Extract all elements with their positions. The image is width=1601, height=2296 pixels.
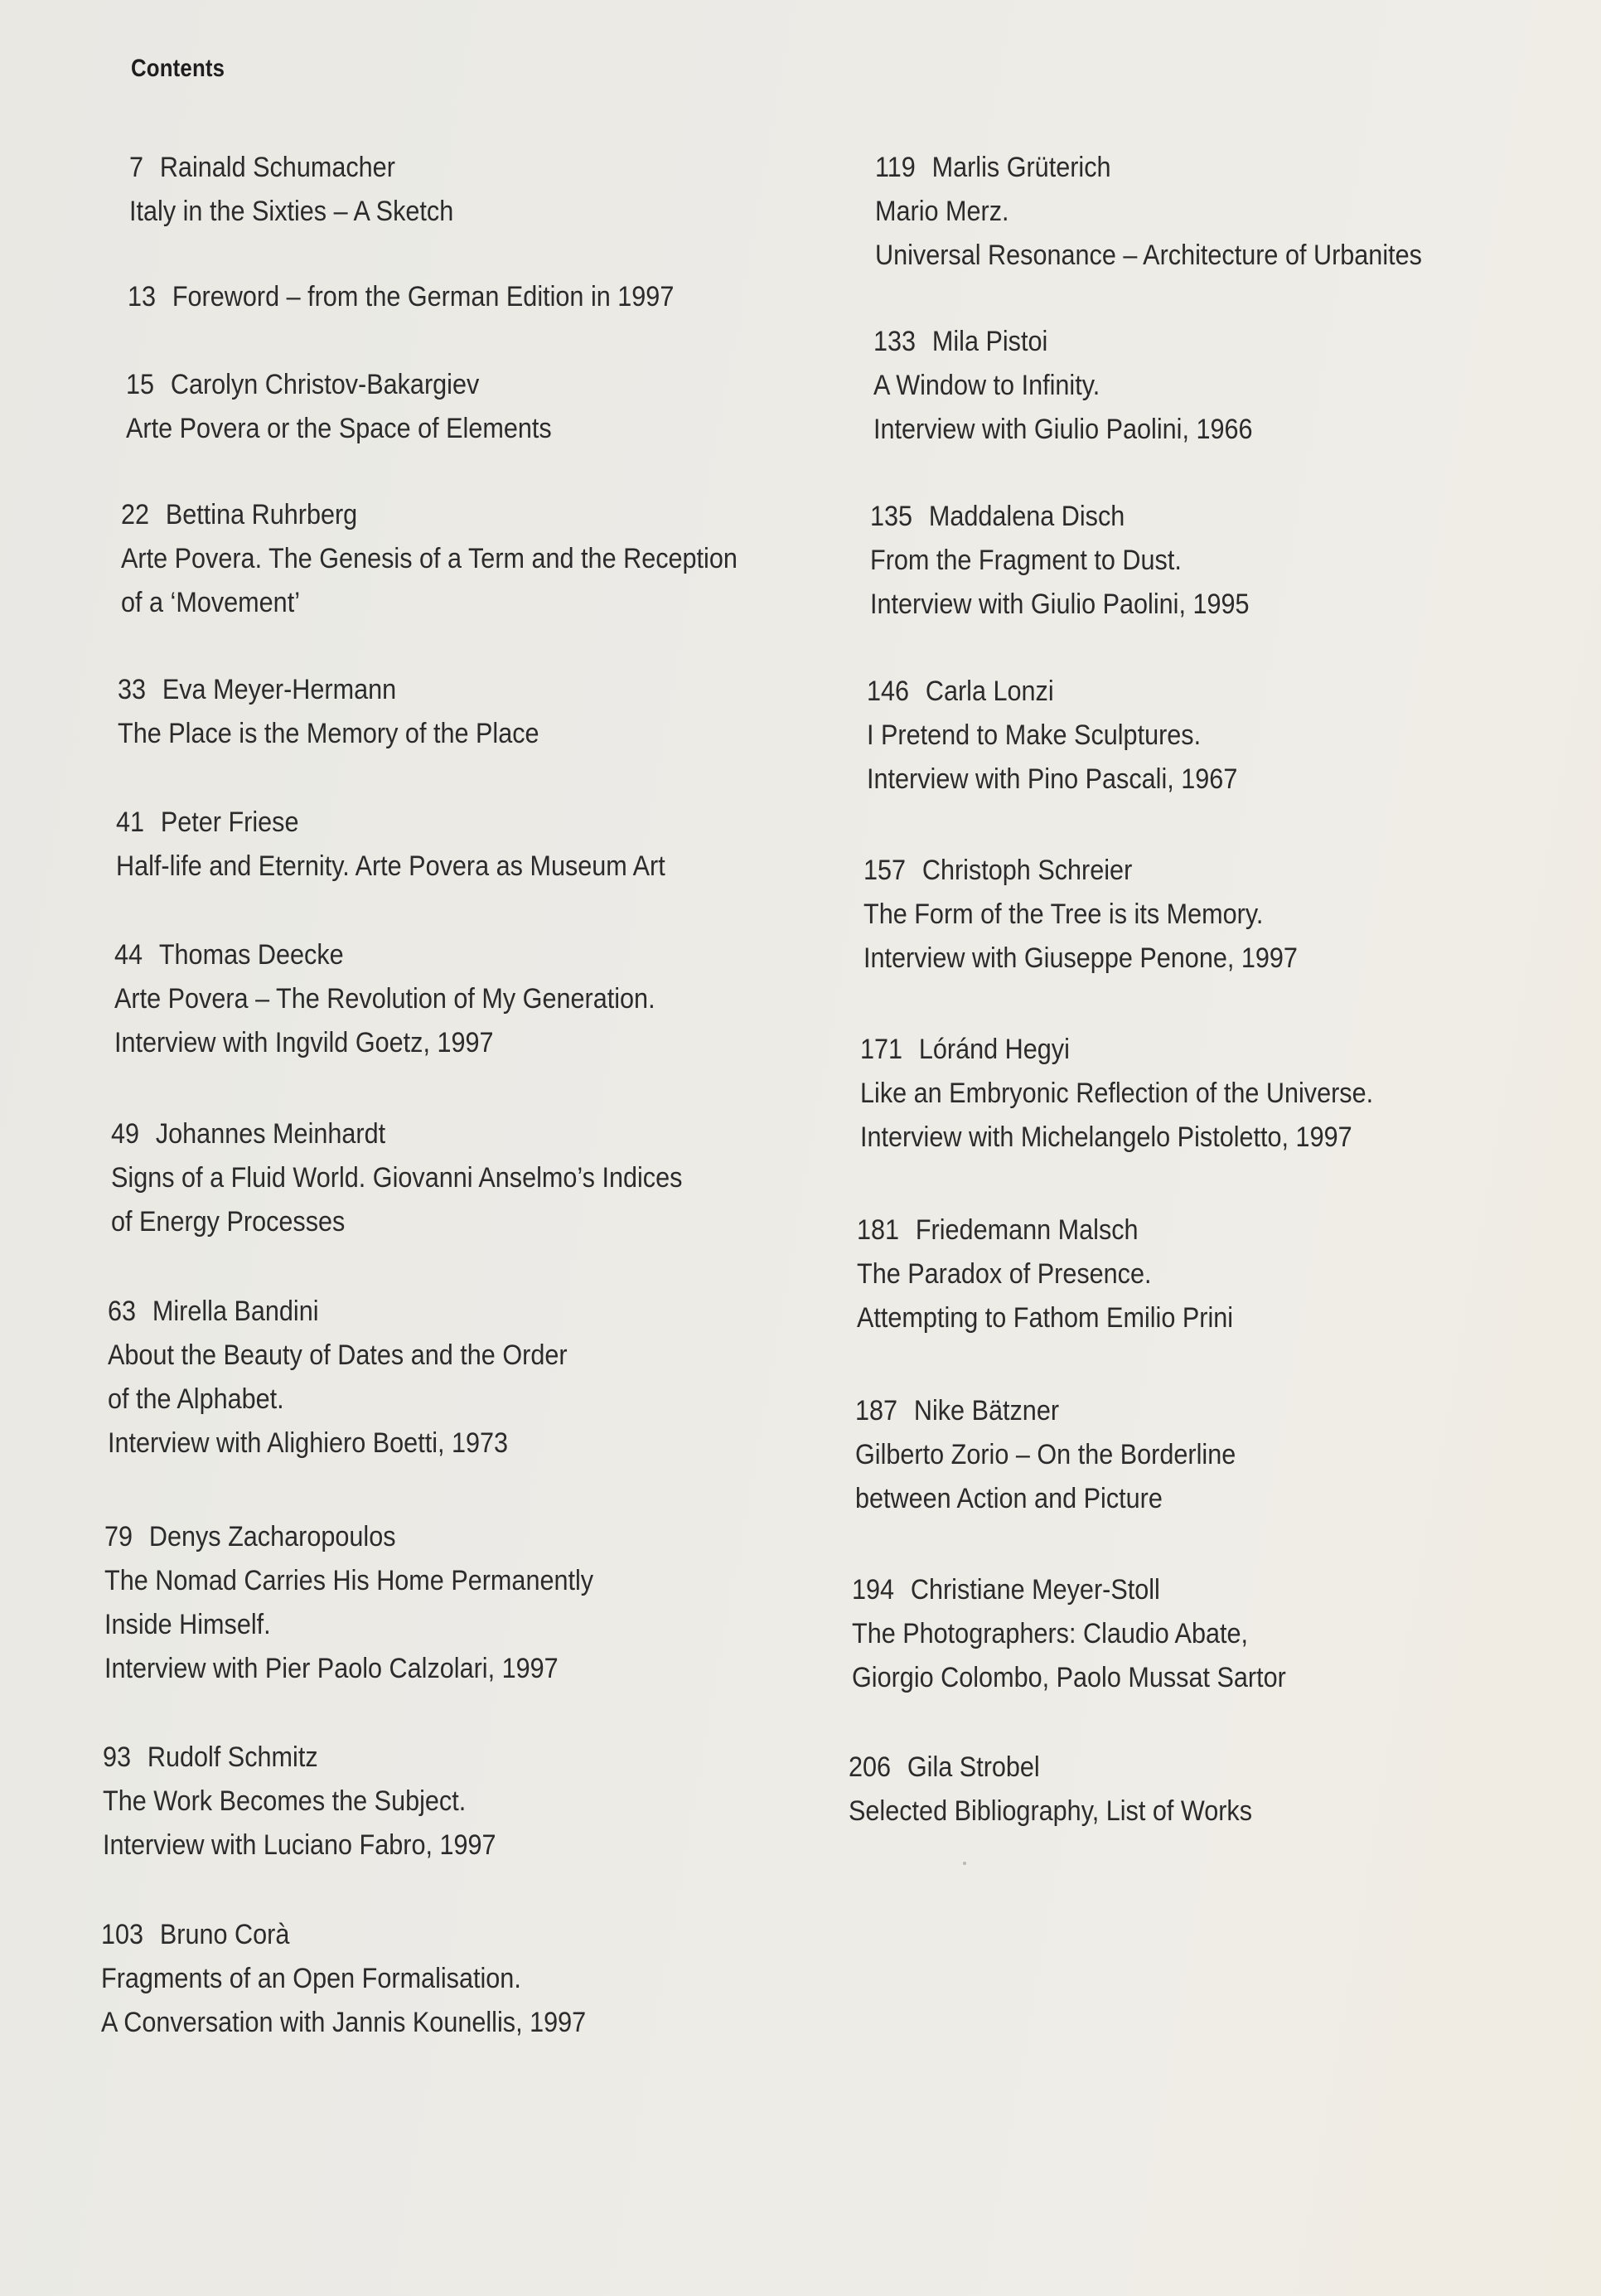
entry-title-line: Half-life and Eternity. Arte Povera as Museum Art: [116, 850, 665, 882]
toc-entry: [860, 1028, 1373, 1160]
entry-title-line: Fragments of an Open Formalisation.: [101, 1963, 521, 1994]
entry-author: Nike Bätzner: [913, 1395, 1060, 1427]
page-number: 79: [104, 1521, 133, 1552]
entry-author: Thomas Deecke: [158, 939, 344, 971]
page-number: 119: [875, 152, 916, 183]
page-number: 171: [860, 1034, 903, 1065]
toc-entry: [101, 1913, 586, 2045]
entry-author: Marlis Grüterich: [931, 152, 1111, 183]
entry-title-line: Italy in the Sixties – A Sketch: [129, 196, 454, 227]
entry-author: Bruno Corà: [159, 1919, 290, 1950]
entry-title-line: of a ‘Movement’: [121, 587, 300, 618]
toc-entry: [114, 933, 655, 1065]
page-number: 93: [103, 1741, 132, 1773]
page-number: 103: [101, 1919, 144, 1950]
entry-author: Carla Lonzi: [925, 676, 1054, 707]
toc-entry: [875, 146, 1422, 278]
entry-title-line: Interview with Giulio Paolini, 1995: [870, 589, 1250, 620]
toc-entry: [116, 801, 665, 889]
entry-title-line: A Conversation with Jannis Kounellis, 1997: [101, 2007, 587, 2038]
entry-title-line: Gilberto Zorio – On the Borderline: [855, 1439, 1236, 1470]
page-number: 206: [849, 1751, 892, 1783]
entry-author: Christoph Schreier: [921, 855, 1133, 886]
entry-author: Mirella Bandini: [152, 1296, 319, 1327]
page-number: 135: [870, 501, 913, 532]
page-number: 194: [852, 1574, 895, 1606]
entry-title-line: Interview with Michelangelo Pistoletto, 1997: [860, 1121, 1352, 1153]
toc-entry: [855, 1389, 1236, 1521]
entry-title-line: The Nomad Carries His Home Permanently: [104, 1565, 594, 1596]
page-number: 187: [855, 1395, 898, 1427]
page-number: 41: [116, 807, 145, 838]
entry-author: Foreword – from the German Edition in 1997: [172, 281, 675, 312]
toc-entry: [852, 1568, 1286, 1700]
entry-author: Mila Pistoi: [931, 326, 1048, 357]
entry-author: Eva Meyer-Hermann: [162, 674, 397, 705]
toc-entry: [121, 493, 738, 625]
entry-title-line: Interview with Pier Paolo Calzolari, 1997: [104, 1653, 559, 1684]
toc-entry: [870, 495, 1250, 627]
entry-title-line: Giorgio Colombo, Paolo Mussat Sartor: [852, 1662, 1286, 1693]
entry-author: Carolyn Christov-Bakargiev: [170, 369, 480, 400]
page-number: 15: [126, 369, 155, 400]
entry-title-line: About the Beauty of Dates and the Order: [108, 1339, 568, 1371]
toc-entry: [128, 275, 674, 319]
page-number: 146: [867, 676, 910, 707]
page-number: 7: [129, 152, 144, 183]
entry-author: Christiane Meyer-Stoll: [910, 1574, 1160, 1606]
entry-title-line: between Action and Picture: [855, 1483, 1163, 1514]
toc-entry: [104, 1515, 593, 1691]
entry-author: Lóránd Hegyi: [918, 1034, 1070, 1065]
entry-title-line: A Window to Infinity.: [873, 370, 1100, 401]
entry-author: Denys Zacharopoulos: [148, 1521, 396, 1552]
page-number: 13: [128, 281, 157, 312]
entry-author: Maddalena Disch: [928, 501, 1125, 532]
entry-title-line: The Work Becomes the Subject.: [103, 1785, 467, 1817]
entry-author: Bettina Ruhrberg: [165, 499, 358, 530]
entry-title-line: Attempting to Fathom Emilio Prini: [857, 1302, 1234, 1334]
entry-author: Rainald Schumacher: [159, 152, 395, 183]
entry-title-line: The Paradox of Presence.: [857, 1258, 1152, 1290]
toc-entry: [118, 668, 539, 756]
entry-title-line: Interview with Luciano Fabro, 1997: [103, 1829, 496, 1861]
entry-title-line: Interview with Giuseppe Penone, 1997: [863, 942, 1298, 974]
entry-title-line: Signs of a Fluid World. Giovanni Anselmo’s Indices: [111, 1162, 683, 1194]
entry-title-line: Arte Povera – The Revolution of My Generation.: [114, 983, 655, 1015]
toc-entry: [863, 849, 1298, 981]
toc-entry: [126, 363, 552, 451]
page-title: Contents: [131, 55, 225, 82]
entry-title-line: The Form of the Tree is its Memory.: [863, 899, 1264, 930]
toc-entry: [857, 1209, 1233, 1340]
page-number: 63: [108, 1296, 137, 1327]
toc-entry: [111, 1112, 682, 1244]
page-number: 157: [863, 855, 907, 886]
entry-author: Rudolf Schmitz: [147, 1741, 318, 1773]
entry-title-line: Arte Povera or the Space of Elements: [126, 413, 552, 444]
toc-entry: [103, 1736, 496, 1867]
entry-title-line: Interview with Giulio Paolini, 1966: [873, 414, 1253, 445]
entry-title-line: The Photographers: Claudio Abate,: [852, 1618, 1249, 1649]
entry-title-line: Mario Merz.: [875, 196, 1009, 227]
entry-title-line: Interview with Ingvild Goetz, 1997: [114, 1027, 494, 1058]
toc-entry: [108, 1290, 568, 1465]
entry-title-line: Interview with Pino Pascali, 1967: [867, 763, 1238, 795]
entry-title-line: Interview with Alighiero Boetti, 1973: [108, 1427, 509, 1459]
page-number: 133: [873, 326, 917, 357]
entry-title-line: I Pretend to Make Sculptures.: [867, 719, 1202, 751]
toc-entry: [873, 320, 1253, 452]
page-number: 49: [111, 1118, 140, 1150]
entry-title-line: of the Alphabet.: [108, 1383, 284, 1415]
entry-author: Peter Friese: [160, 807, 299, 838]
entry-author: Johannes Meinhardt: [155, 1118, 386, 1150]
toc-entry: [867, 670, 1237, 802]
page-number: 44: [114, 939, 143, 971]
entry-title-line: From the Fragment to Dust.: [870, 545, 1182, 576]
entry-title-line: Like an Embryonic Reflection of the Universe.: [860, 1078, 1374, 1109]
entry-title-line: of Energy Processes: [111, 1206, 346, 1238]
entry-title-line: Selected Bibliography, List of Works: [849, 1795, 1253, 1827]
entry-title-line: Inside Himself.: [104, 1609, 271, 1640]
entry-author: Friedemann Malsch: [915, 1214, 1139, 1246]
page-number: 181: [857, 1214, 900, 1246]
toc-entry: [849, 1746, 1252, 1833]
page-number: 22: [121, 499, 150, 530]
entry-title-line: The Place is the Memory of the Place: [118, 718, 539, 749]
toc-entry: [129, 146, 453, 234]
entry-author: Gila Strobel: [907, 1751, 1040, 1783]
page-number: 33: [118, 674, 147, 705]
entry-title-line: Arte Povera. The Genesis of a Term and the Reception: [121, 543, 738, 574]
entry-title-line: Universal Resonance – Architecture of Urbanites: [875, 240, 1422, 271]
page-speck: [963, 1862, 966, 1865]
